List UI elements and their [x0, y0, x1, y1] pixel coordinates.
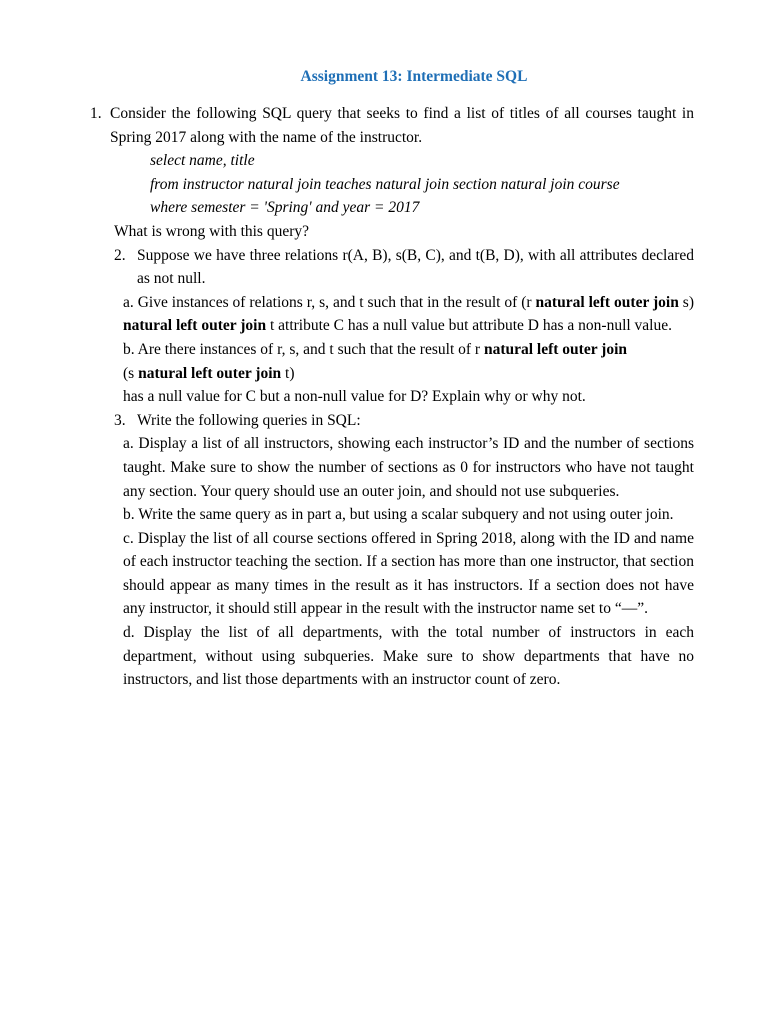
question-text: Suppose we have three relations r(A, B), s(B, C), and t(B, D), with all attributes declared as not null. [137, 246, 694, 288]
part-text: t) [281, 364, 295, 382]
sql-code-block [150, 149, 694, 220]
question-2 [114, 244, 694, 291]
part-keyword: natural left outer join [483, 340, 628, 358]
question-3-part-c: c. Display the list of all course sections offered in Spring 2018, along with the ID and name of each instructor teaching the section. If a section has more than one instructor, that section should appear as many times in the result as it has instructors. If a section does not have any instructor, it should still appear in the result with the instructor name set to “—”. [123, 529, 694, 618]
question-3-part-b: b. Write the same query as in part a, but using a scalar subquery and not using outer join. [123, 506, 674, 524]
question-number: 3. [114, 411, 126, 429]
part-text: t attribute C has a null value but attribute D has a non-null value. [266, 317, 672, 335]
question-text: Consider the following SQL query that seeks to find a list of titles of all courses taught in Spring 2017 along with the name of the instructor. [110, 105, 694, 146]
assignment-content [90, 102, 694, 692]
part-keyword: natural left outer join [123, 317, 267, 335]
question-3 [114, 409, 694, 433]
part-keyword: natural left outer join [535, 293, 679, 311]
question-1-prompt: What is wrong with this query? [114, 222, 310, 240]
question-2-part-b [123, 338, 694, 409]
page-title: Assignment 13: Intermediate SQL [300, 68, 528, 85]
part-text: s) [678, 293, 695, 311]
part-text: has a null value for C but a non-null value for D? Explain why or why not. [123, 388, 586, 406]
question-1 [90, 102, 694, 149]
question-3-part-a: a. Display a list of all instructors, showing each instructor’s ID and the number of sections taught. Make sure to show the number of sections as 0 for instructors who have not taught any section. Your query should use an outer join, and should not use subqueries. [123, 435, 694, 500]
part-keyword: natural left outer join [138, 364, 282, 382]
question-text: Write the following queries in SQL: [137, 411, 361, 429]
question-number: 1. [90, 105, 102, 122]
part-text: (s [123, 364, 139, 382]
question-number: 2. [114, 246, 126, 264]
part-text: b. Are there instances of r, s, and t such that the result of r [123, 340, 484, 358]
code-line: from instructor natural join teaches natural join section natural join course [150, 175, 620, 193]
part-text: a. Give instances of relations r, s, and t such that in the result of (r [123, 293, 536, 311]
question-2-part-a [123, 291, 694, 338]
code-line: where semester = 'Spring' and year = 2017 [150, 199, 420, 217]
question-3-part-d: d. Display the list of all departments, with the total number of instructors in each department, without using subqueries. Make sure to show departments that have no instructors, and list those departments with an instructor count of zero. [123, 624, 694, 689]
code-line: select name, title [150, 152, 255, 170]
